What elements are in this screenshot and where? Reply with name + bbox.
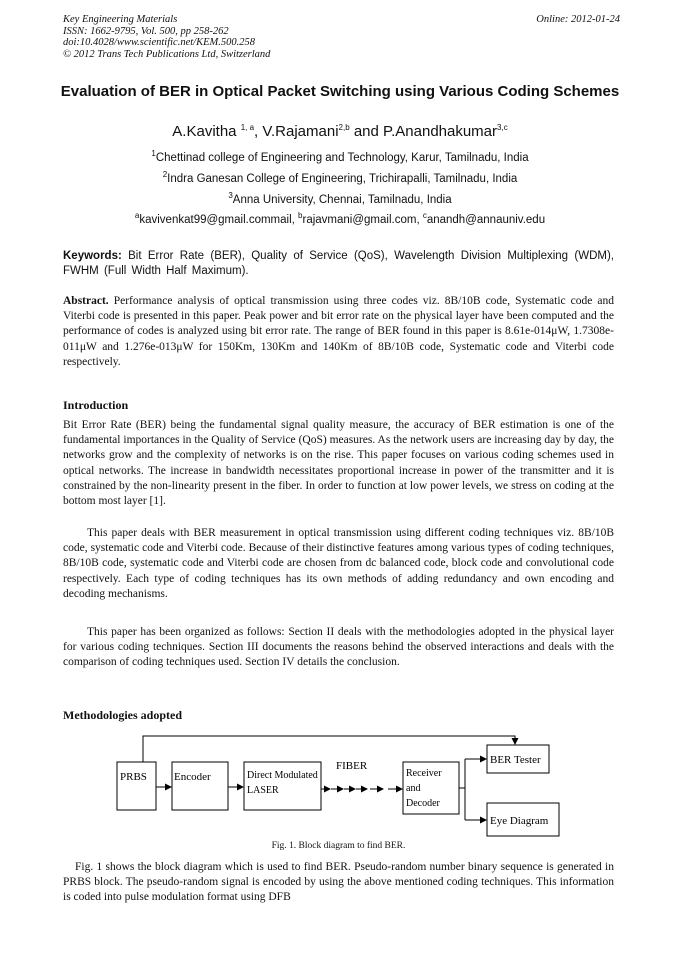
- email-link[interactable]: rajavmani@gmail.com: [302, 214, 417, 226]
- methodologies-paragraph: Fig. 1 shows the block diagram which is used to find BER. Pseudo-random number binary sequence is generated in PRBS block. The pseudo-random signal is encoded by using the above mentioned coding techniques. This information is coded into pulse modulation format using DFB: [63, 861, 614, 904]
- intro-paragraph-3: This paper has been organized as follows: Section II deals with the methodologies adopted in the physical layer for various coding techniques. Section III documents the reasons behind the observed interactions and deals with the comparison of coding techniques used. Section IV details the conclusion.: [63, 626, 614, 669]
- eye-diagram-label: Eye Diagram: [490, 815, 549, 827]
- author-sup: 2,b: [338, 123, 350, 132]
- receiver-label-2: and: [406, 783, 421, 794]
- doi: doi:10.4028/www.scientific.net/KEM.500.258: [63, 37, 255, 48]
- email-sup: c: [422, 211, 427, 221]
- ber-tester-label: BER Tester: [490, 754, 541, 766]
- receiver-label-1: Receiver: [406, 768, 442, 779]
- author-name: V.Rajamani: [262, 123, 339, 140]
- paper-title: Evaluation of BER in Optical Packet Switching using Various Coding Schemes: [60, 83, 620, 100]
- keywords-label: Keywords:: [63, 250, 122, 262]
- laser-label-1: Direct Modulated: [247, 770, 318, 781]
- copyright: © 2012 Trans Tech Publications Ltd, Switzerland: [63, 48, 271, 60]
- section-heading-introduction: Introduction: [63, 398, 129, 412]
- receiver-label-3: Decoder: [406, 798, 440, 809]
- separator: and: [349, 123, 384, 140]
- separator: ,: [254, 123, 263, 140]
- prbs-block: [117, 762, 156, 810]
- keywords-text: Bit Error Rate (BER), Quality of Service (QoS), Wavelength Division Multiplexing (WDM), FWHM (Full Width Half Maximum).: [63, 250, 615, 277]
- affiliation-sup: 3: [228, 191, 233, 201]
- encoder-block: [172, 762, 228, 810]
- author-name: A.Kavitha: [172, 123, 237, 140]
- issn: ISSN: 1662-9795, Vol. 500, pp 258-262: [63, 25, 229, 37]
- author-name: P.Anandhakumar: [383, 123, 498, 140]
- separator: ,: [416, 214, 423, 226]
- separator: ,: [291, 214, 299, 226]
- email-sup: b: [298, 211, 303, 221]
- author-sup: 3,c: [497, 123, 508, 132]
- figure-caption: Fig. 1. Block diagram to find BER.: [271, 841, 406, 851]
- fiber-label: FIBER: [336, 760, 368, 772]
- affiliation-text: Anna University, Chennai, Tamilnadu, India: [232, 194, 452, 206]
- feedback-arrow: [143, 736, 515, 762]
- affiliation-sup: 1: [151, 149, 156, 159]
- author-sup: 1, a: [240, 123, 255, 132]
- email-sup: a: [134, 211, 140, 221]
- email-link[interactable]: anandh@annauniv.edu: [426, 214, 546, 226]
- affiliation-text: Indra Ganesan College of Engineering, Trichirapalli, Tamilnadu, India: [167, 173, 518, 185]
- laser-label-2: LASER: [247, 785, 279, 796]
- affiliation-text: Chettinad college of Engineering and Technology, Karur, Tamilnadu, India: [155, 152, 529, 164]
- intro-paragraph-2: This paper deals with BER measurement in optical transmission using different coding techniques viz. 8B/10B code, systematic code and Viterbi code. Because of their distinctive features among various types of coding techniques, 8B/10B code, systematic code and Viterbi code are chosen from dc balanced code, block code and convolutional code respectively. Each type of coding techniques has its own methods of adding redundancy and own encoding and decoding mechanisms.: [63, 527, 614, 600]
- journal-name: Key Engineering Materials: [63, 14, 178, 25]
- prbs-label: PRBS: [120, 771, 147, 783]
- section-heading-methodologies: Methodologies adopted: [63, 708, 183, 722]
- intro-paragraph-1: Bit Error Rate (BER) being the fundamental signal quality measure, the accuracy of BER estimation is one of the fundamental importances in the Quality of Service (QoS) measures. As the network users are increasing day by day, the networks grow and the complexity of networks is on the rise. This paper focuses on various coding schemes used in optical networks. The increase in bandwidth necessitates proportional increase in power of the transmitter and it is constrained by the non-linearity present in the fiber. In order to function at low power levels, we stress on coding at the bottom most layer [1].: [63, 419, 614, 508]
- abstract-label: Abstract.: [63, 295, 109, 307]
- encoder-label: Encoder: [174, 771, 211, 783]
- abstract-text: Performance analysis of optical transmission using three codes viz. 8B/10B code, Systematic code and Viterbi code is presented in this paper. Peak power and bit error rate on the physical layer have been computed and the performance of codes is analyzed using bit error rate. The range of BER found in this paper is 8.61e-014μW, 1.7308e-011μW and 1.276e-013μW for 150Km, 130Km and 140Km of 8B/10B code, Systematic code and Viterbi code respectively.: [63, 295, 615, 368]
- online-date: Online: 2012-01-24: [536, 14, 620, 25]
- email-link[interactable]: kavivenkat99@gmail.commail: [139, 214, 292, 226]
- affiliation-sup: 2: [162, 170, 168, 180]
